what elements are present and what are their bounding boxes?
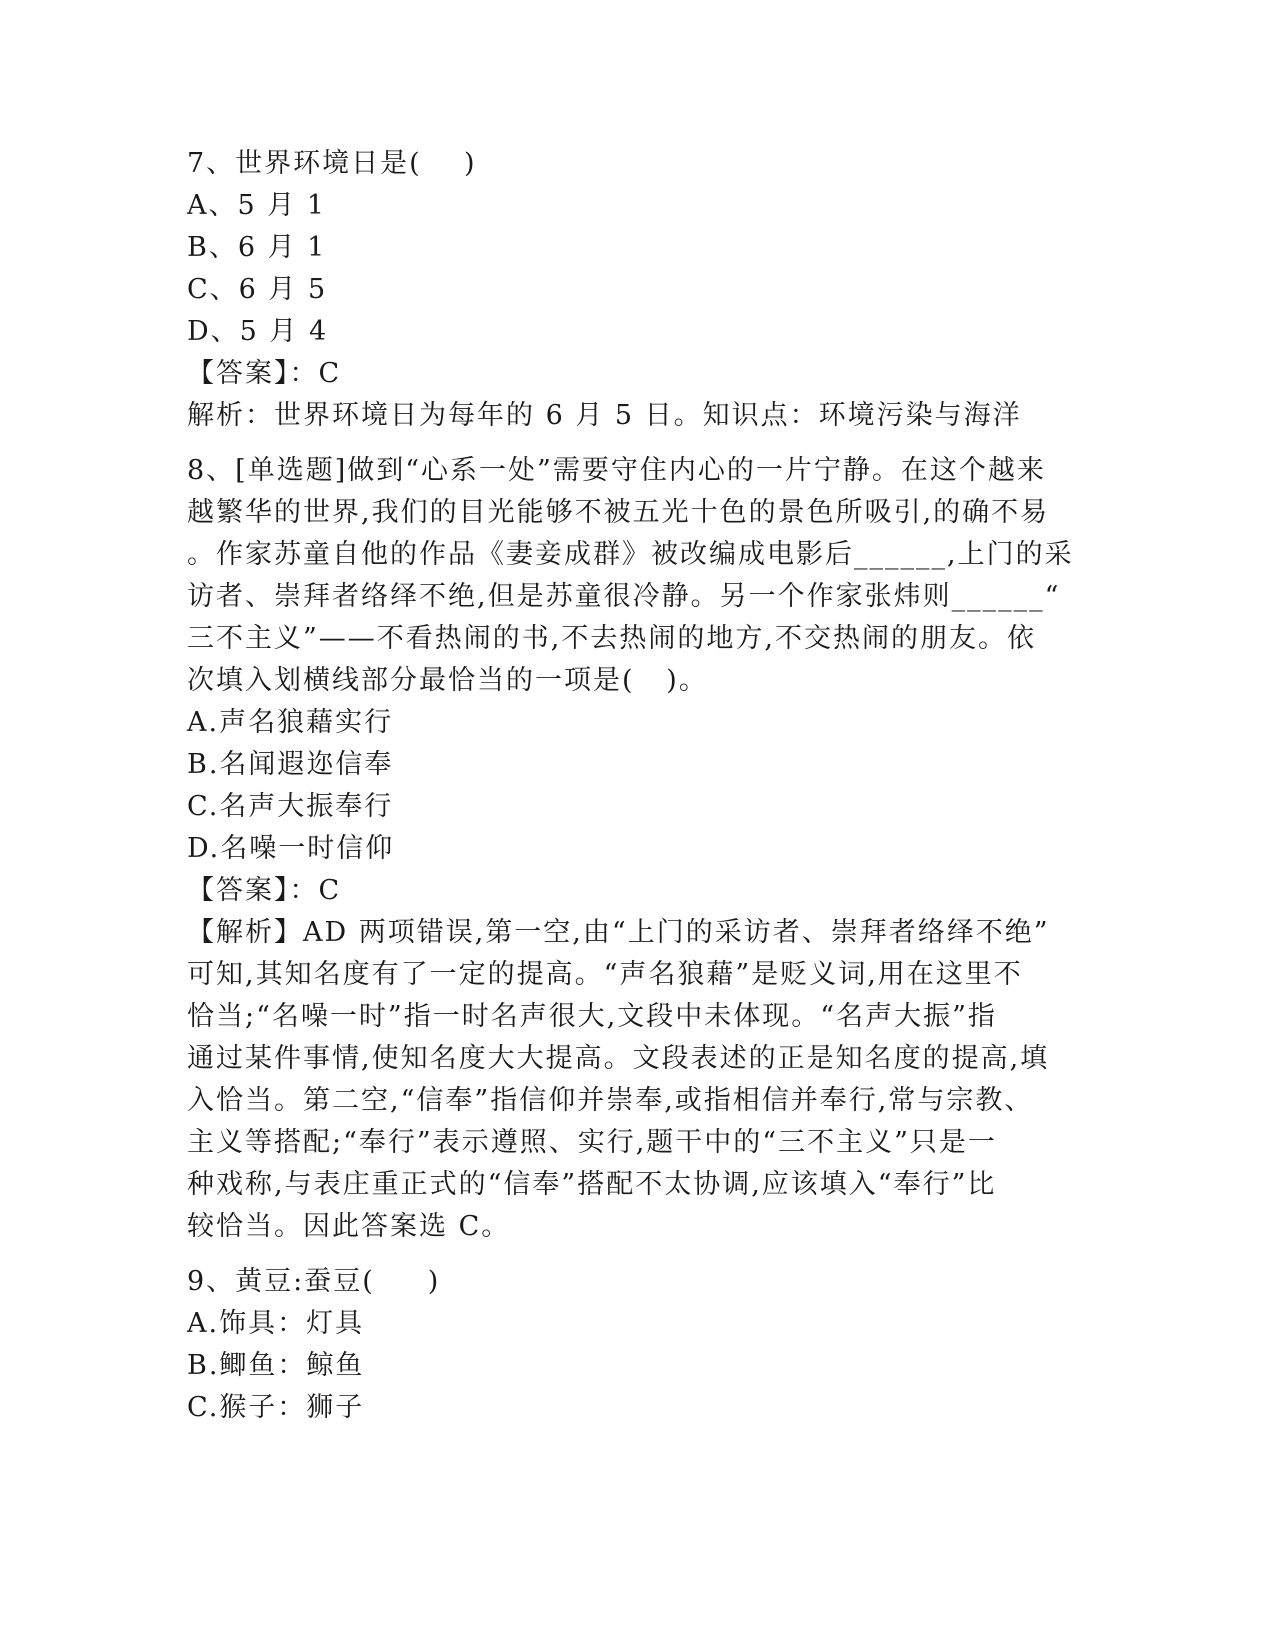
- option-b: B.名闻遐迩信奉: [187, 749, 394, 780]
- question-9: [187, 1261, 1087, 1429]
- option-b: B.鲫鱼：鲸鱼: [187, 1350, 365, 1381]
- option-a: A.饰具：灯具: [187, 1308, 365, 1339]
- option-a: A.声名狼藉实行: [187, 707, 394, 738]
- document-page: [187, 143, 1087, 1429]
- option-c: C、6 月 5: [187, 274, 328, 305]
- answer: 【答案】：C: [187, 875, 342, 906]
- question-8: [187, 450, 1087, 1248]
- question-text-line: 。作家苏童自他的作品《妻妾成群》被改编成电影后______,上门的采: [187, 539, 1074, 570]
- option-c: C.名声大振奉行: [187, 791, 394, 822]
- analysis-line: 种戏称,与表庄重正式的“信奉”搭配不太协调,应该填入“奉行”比: [187, 1169, 997, 1200]
- question-text-line: 越繁华的世界,我们的目光能够不被五光十色的景色所吸引,的确不易: [187, 497, 1050, 528]
- option-c: C.猴子：狮子: [187, 1392, 365, 1423]
- question-text-line: 访者、崇拜者络绎不绝,但是苏童很冷静。另一个作家张炜则______“: [187, 581, 1061, 612]
- analysis-line: 可知,其知名度有了一定的提高。“声名狼藉”是贬义词,用在这里不: [187, 959, 1023, 990]
- question-text: 9、黄豆:蚕豆( ): [187, 1266, 441, 1297]
- analysis-line: 通过某件事情,使知名度大大提高。文段表述的正是知名度的提高,填: [187, 1043, 1050, 1074]
- question-text-line: 8、[单选题]做到“心系一处”需要守住内心的一片宁静。在这个越来: [187, 455, 1046, 486]
- question-text-line: 次填入划横线部分最恰当的一项是( )。: [187, 665, 708, 696]
- question-7: [187, 143, 1087, 437]
- analysis-line: 【解析】AD 两项错误,第一空,由“上门的采访者、崇拜者络绎不绝”: [187, 917, 1050, 948]
- analysis: 解析：世界环境日为每年的 6 月 5 日。知识点：环境污染与海洋: [187, 400, 1022, 431]
- option-d: D.名噪一时信仰: [187, 833, 395, 864]
- question-text: 7、世界环境日是( ): [187, 148, 477, 179]
- option-a: A、5 月 1: [187, 190, 327, 221]
- analysis-line: 较恰当。因此答案选 C。: [187, 1211, 511, 1242]
- answer: 【答案】：C: [187, 358, 342, 389]
- option-b: B、6 月 1: [187, 232, 327, 263]
- analysis-line: 主义等搭配;“奉行”表示遵照、实行,题干中的“三不主义”只是一: [187, 1127, 997, 1158]
- analysis-line: 恰当;“名噪一时”指一时名声很大,文段中未体现。“名声大振”指: [187, 1001, 997, 1032]
- analysis-line: 入恰当。第二空,“信奉”指信仰并崇奉,或指相信并奉行,常与宗教、: [187, 1085, 1034, 1116]
- question-text-line: 三不主义”——不看热闹的书,不去热闹的地方,不交热闹的朋友。依: [187, 623, 1036, 654]
- option-d: D、5 月 4: [187, 316, 329, 347]
